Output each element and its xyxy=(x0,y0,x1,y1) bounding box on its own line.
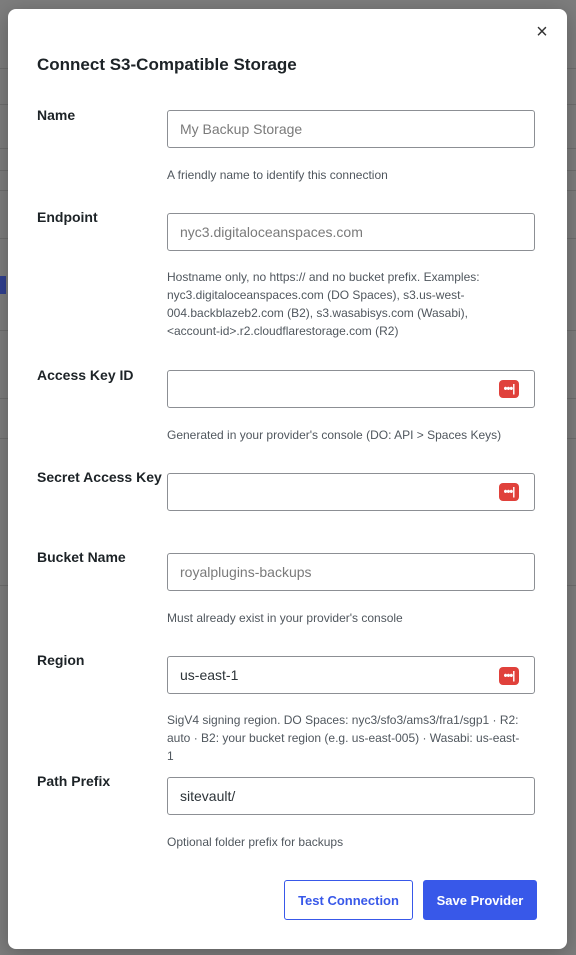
name-label: Name xyxy=(37,107,76,123)
path-prefix-label: Path Prefix xyxy=(37,773,111,789)
access-key-input[interactable] xyxy=(167,370,535,408)
access-key-hint: Generated in your provider's console (DO: API > Spaces Keys) xyxy=(167,428,502,442)
region-input[interactable] xyxy=(167,656,535,694)
path-prefix-input[interactable] xyxy=(167,777,535,815)
secret-key-input[interactable] xyxy=(167,473,535,511)
access-key-label: Access Key ID xyxy=(37,367,134,383)
name-input[interactable] xyxy=(167,110,535,148)
endpoint-hint: Hostname only, no https:// and no bucket prefix. Examples: nyc3.digitaloceanspaces.com (DO Spaces), s3.us-west-004.backblazeb2.com (B2), s3.wasabisys.com (Wasabi), <account-id>.r2.cloudflarestorage.com (R2) xyxy=(167,270,480,338)
endpoint-label: Endpoint xyxy=(37,209,98,225)
region-label: Region xyxy=(37,652,85,668)
bucket-hint: Must already exist in your provider's console xyxy=(167,611,403,625)
password-manager-icon[interactable]: •••| xyxy=(499,667,519,685)
connect-storage-modal xyxy=(8,9,567,949)
bucket-label: Bucket Name xyxy=(37,549,126,565)
endpoint-input[interactable] xyxy=(167,213,535,251)
path-prefix-hint: Optional folder prefix for backups xyxy=(167,835,344,849)
secret-key-label: Secret Access Key xyxy=(37,469,162,485)
test-connection-button[interactable]: Test Connection xyxy=(284,880,413,920)
save-provider-button[interactable]: Save Provider xyxy=(423,880,537,920)
background-accent xyxy=(0,276,6,294)
password-manager-icon[interactable]: •••| xyxy=(499,380,519,398)
region-hint: SigV4 signing region. DO Spaces: nyc3/sfo3/ams3/fra1/sgp1 · R2: auto · B2: your bucket region (e.g. us-east-005) · Wasabi: us-east-1 xyxy=(167,713,520,763)
bucket-input[interactable] xyxy=(167,553,535,591)
modal-title: Connect S3-Compatible Storage xyxy=(37,55,297,74)
name-hint: A friendly name to identify this connection xyxy=(167,168,388,182)
close-icon[interactable]: × xyxy=(536,21,548,43)
password-manager-icon[interactable]: •••| xyxy=(499,483,519,501)
